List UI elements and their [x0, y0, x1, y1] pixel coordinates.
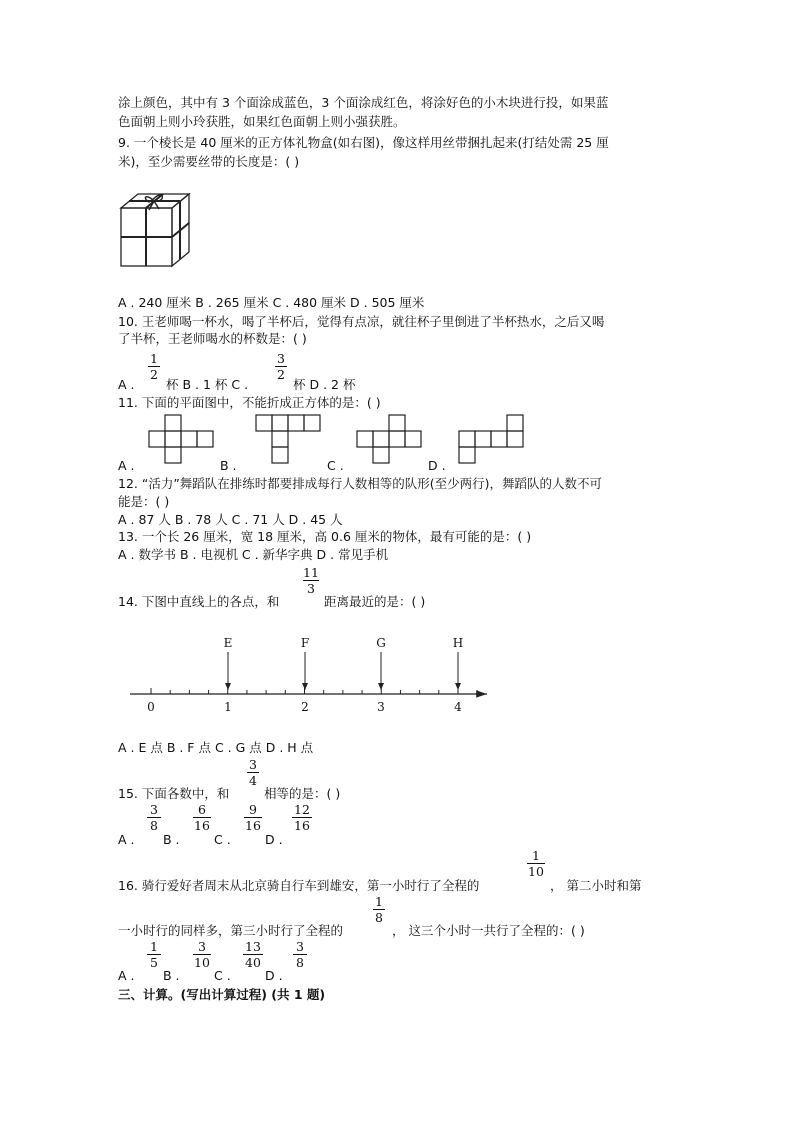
denominator: 8 [150, 818, 158, 833]
tick-label-2: 2 [301, 700, 309, 714]
q11-label-a: A . [118, 458, 135, 473]
numerator: 1 [150, 939, 158, 954]
q15-post: 相等的是：( ) [264, 786, 341, 801]
q13-line-1: 13. 一个长 26 厘米，宽 18 厘米，高 0.6 厘米的物体，最有可能的是：( ) [118, 529, 532, 544]
q12-line-1: 12. “活力”舞蹈队在排练时都要排成每行人数相等的队形(至少两行)，舞蹈队的人数不可 [118, 476, 603, 491]
q15-opt-c-fraction [243, 802, 263, 833]
q9-options: A . 240 厘米 B . 265 厘米 C . 480 厘米 D . 505 厘米 [118, 295, 425, 310]
q16-opt-d-label: D . [265, 968, 283, 983]
q15-opt-a-fraction [146, 802, 162, 833]
denominator: 16 [294, 818, 310, 833]
numerator: 1 [532, 848, 540, 863]
q16-opt-c-fraction [242, 939, 264, 970]
numerator: 13 [245, 939, 261, 954]
q15-opt-a-label: A . [118, 832, 135, 847]
q16-opt-d-fraction [292, 939, 308, 970]
numerator: 3 [198, 939, 206, 954]
q15-fraction [246, 757, 260, 788]
q16-opt-b-fraction [192, 939, 212, 970]
q14-denominator: 3 [307, 581, 315, 596]
q16-l1-fraction [526, 848, 546, 879]
q15-opt-d-label: D . [265, 832, 283, 847]
q16-line-1-pre: 16. 骑行爱好者周末从北京骑自行车到雄安，第一小时行了全程的 [118, 878, 480, 893]
q14-fraction [302, 565, 320, 596]
q16-line-2-post: ， 这三个小时一共行了全程的：( ) [392, 923, 585, 938]
denominator: 40 [245, 955, 261, 970]
cube-net-c [356, 413, 426, 465]
q11-label-b: B . [220, 458, 237, 473]
intro-line-2: 色面朝上则小玲获胜，如果红色面朝上则小强获胜。 [118, 114, 406, 129]
q11-label-c: C . [327, 458, 344, 473]
numerator: 3 [296, 939, 304, 954]
q11-label-d: D . [428, 458, 446, 473]
denominator: 10 [528, 864, 544, 879]
q12-options: A . 87 人 B . 78 人 C . 71 人 D . 45 人 [118, 512, 343, 527]
denominator: 16 [245, 818, 261, 833]
denominator: 8 [375, 910, 383, 925]
point-label-g: G [376, 636, 386, 650]
section-3-heading: 三、计算。(写出计算过程) (共 1 题) [118, 987, 326, 1002]
q15-opt-d-fraction [291, 802, 313, 833]
intro-line-1: 涂上颜色，其中有 3 个面涂成蓝色，3 个面涂成红色，将涂好色的小木块进行投，如果蓝 [118, 95, 609, 110]
q10-a-fraction [147, 351, 161, 382]
q14-options: A . E 点 B . F 点 C . G 点 D . H 点 [118, 740, 314, 755]
numerator: 6 [198, 802, 206, 817]
point-label-e: E [223, 636, 233, 650]
denominator: 16 [194, 818, 210, 833]
q16-l2-fraction [372, 894, 386, 925]
q12-line-2: 能是：( ) [118, 494, 170, 509]
numerator: 9 [249, 802, 257, 817]
point-label-h: H [452, 636, 464, 650]
q16-line-2-pre: 一小时行的同样多，第三小时行了全程的 [118, 923, 344, 938]
number-line-figure [118, 630, 498, 720]
q10-c-numerator: 3 [277, 351, 285, 366]
q14-pre: 14. 下图中直线上的各点，和 [118, 594, 280, 609]
q15-opt-c-label: C . [214, 832, 231, 847]
q15-opt-b-fraction [192, 802, 212, 833]
q16-opt-b-label: B . [163, 968, 180, 983]
numerator: 1 [375, 894, 383, 909]
q14-post: 距离最近的是：( ) [324, 594, 426, 609]
cube-net-b [255, 413, 325, 465]
q16-line-1-post: ， 第二小时和第 [550, 878, 642, 893]
cube-net-a [148, 413, 218, 465]
gift-box-figure [118, 190, 194, 270]
denominator: 10 [194, 955, 210, 970]
numerator: 3 [150, 802, 158, 817]
q16-opt-a-label: A . [118, 968, 135, 983]
q15-opt-b-label: B . [163, 832, 180, 847]
q14-numerator: 11 [303, 565, 319, 580]
q10-c-denominator: 2 [277, 367, 285, 382]
tick-label-0: 0 [147, 700, 155, 714]
q10-a-label: A . [118, 377, 135, 392]
q10-c-unit: 杯 D . 2 杯 [293, 377, 356, 392]
cube-net-d [458, 413, 528, 465]
q10-a-denominator: 2 [150, 367, 158, 382]
tick-label-3: 3 [377, 700, 385, 714]
q16-opt-c-label: C . [214, 968, 231, 983]
q9-line-1: 9. 一个棱长是 40 厘米的正方体礼物盒(如右图)，像这样用丝带捆扎起来(打结处需 25 厘 [118, 135, 609, 150]
tick-label-1: 1 [224, 700, 232, 714]
point-label-f: F [300, 636, 310, 650]
q10-line-1: 10. 王老师喝一杯水，喝了半杯后，觉得有点凉，就往杯子里倒进了半杯热水，之后又喝 [118, 314, 605, 329]
q10-c-fraction [274, 351, 288, 382]
q13-options: A . 数学书 B . 电视机 C . 新华字典 D . 常见手机 [118, 547, 389, 562]
q15-numerator: 3 [249, 757, 257, 772]
numerator: 12 [294, 802, 310, 817]
q10-a-unit: 杯 B . 1 杯 C . [166, 377, 249, 392]
denominator: 8 [296, 955, 304, 970]
q16-opt-a-fraction [146, 939, 162, 970]
q15-denominator: 4 [249, 773, 257, 788]
q11-line-1: 11. 下面的平面图中，不能折成正方体的是：( ) [118, 395, 381, 410]
denominator: 5 [150, 955, 158, 970]
q15-pre: 15. 下面各数中，和 [118, 786, 230, 801]
tick-label-4: 4 [454, 700, 462, 714]
q10-line-2: 了半杯，王老师喝水的杯数是：( ) [118, 331, 307, 346]
q10-a-numerator: 1 [150, 351, 158, 366]
q9-line-2: 米)，至少需要丝带的长度是：( ) [118, 154, 300, 169]
